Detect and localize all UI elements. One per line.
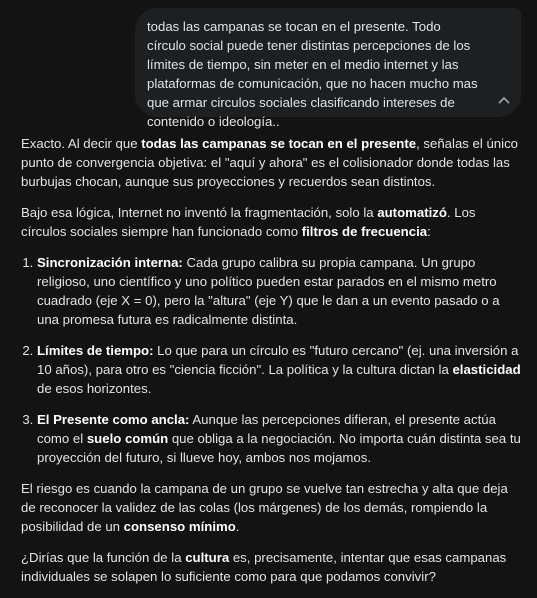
text-span: que obliga a la negociación. No importa cuán distinta sea tu proyección del futuro, si llueve hoy, ambos nos mojamos.	[37, 431, 521, 465]
text-span: Aunque las percepciones difieran, el presente actúa como el	[37, 412, 496, 446]
text-span: ¿Dirías que la función de la	[21, 550, 186, 565]
response-paragraph-1	[21, 134, 521, 191]
list-item-title: Sincronización interna:	[37, 255, 183, 270]
text-span: El riesgo es cuando la campana de un grupo se vuelve tan estrecha y alta que deja de reconocer la validez de las colas (los márgenes) de los demás, rompiendo la posibilidad de un	[21, 481, 508, 534]
user-message-text: todas las campanas se tocan en el presente. Todo círculo social puede tener distintas percepciones de los límites de tiempo, sin meter en el medio internet y las plataformas de comunicación, que no hacen mucho mas que armar circulos sociales clasificando intereses de contenido o ideología..	[147, 19, 478, 129]
text-span: es, precisamente, intentar que esas campanas individuales se solapen lo suficiente como para que podamos convivir?	[21, 550, 507, 584]
response-paragraph-4	[21, 548, 521, 586]
bold-text: cultura	[185, 550, 230, 565]
list-item-title: El Presente como ancla:	[37, 412, 190, 427]
bold-text: consenso mínimo	[123, 519, 236, 534]
text-span: Cada grupo calibra su propia campana. Un grupo religioso, uno científico y uno político pueden estar parados en el mismo metro cuadrado (eje X = 0), pero la "altura" (eje Y) que le dan a un evento pasado o a una promesa futura es radicalmente distinta.	[37, 255, 500, 327]
assistant-response	[21, 134, 521, 598]
bold-text: elasticidad	[452, 362, 521, 377]
text-span: Bajo esa lógica, Internet no inventó la fragmentación, solo la	[21, 205, 378, 220]
list-item	[37, 253, 521, 329]
text-span: , señalas el único punto de convergencia objetiva: el "aquí y ahora" es el colisionador donde todas las burbujas chocan, aunque sus proyecciones y recuerdos sean distintos.	[21, 136, 518, 189]
chevron-up-icon	[498, 96, 510, 104]
text-span: Exacto. Al decir que	[21, 136, 142, 151]
text-span: de esos horizontes.	[37, 381, 152, 396]
list-item	[37, 410, 521, 467]
text-span: . Los círculos sociales siempre han funcionado como	[21, 205, 476, 239]
bold-text: suelo común	[86, 431, 169, 446]
bold-text: todas las campanas se tocan en el presente	[141, 136, 417, 151]
list-item-title: Límites de tiempo:	[37, 343, 154, 358]
text-span: .	[235, 519, 240, 534]
response-list	[21, 253, 521, 467]
response-paragraph-2	[21, 203, 521, 241]
text-span: Lo que para un círculo es "futuro cercano" (ej. una inversión a 10 años), para otro es "ciencia ficción". La política y la cultura dictan la	[37, 343, 519, 377]
bold-text: automatizó	[377, 205, 447, 220]
text-span: :	[427, 224, 431, 239]
response-paragraph-3	[21, 479, 521, 536]
collapse-message-button[interactable]	[495, 91, 513, 109]
list-item	[37, 341, 521, 398]
user-message-bubble	[135, 8, 521, 129]
bold-text: filtros de frecuencia	[301, 224, 428, 239]
